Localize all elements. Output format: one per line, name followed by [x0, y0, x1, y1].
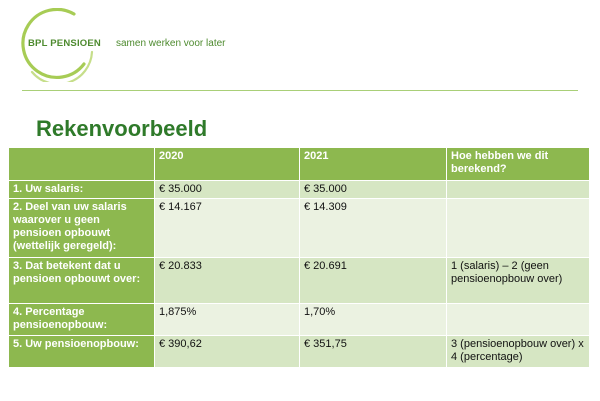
- value-2021: € 351,75: [300, 336, 447, 368]
- value-2020: 1,875%: [155, 304, 300, 336]
- header-cell-calculation: Hoe hebben we dit berekend?: [447, 148, 590, 181]
- calculation-note: [447, 181, 590, 199]
- row-label: 2. Deel van uw salaris waarover u geen pensioen opbouwt (wettelijk geregeld):: [9, 199, 155, 258]
- row-label: 4. Percentage pensioenopbouw:: [9, 304, 155, 336]
- row-label: 5. Uw pensioenopbouw:: [9, 336, 155, 368]
- value-2021: € 14.309: [300, 199, 447, 258]
- table-row: [9, 258, 590, 304]
- row-label: 1. Uw salaris:: [9, 181, 155, 199]
- calculation-note: [447, 199, 590, 258]
- value-2021: € 35.000: [300, 181, 447, 199]
- value-2020: € 35.000: [155, 181, 300, 199]
- value-2020: € 390,62: [155, 336, 300, 368]
- header-cell-2021: 2021: [300, 148, 447, 181]
- logo-text: BPL PENSIOEN: [28, 38, 101, 49]
- table-row: [9, 181, 590, 199]
- table-row: [9, 336, 590, 368]
- table-row: [9, 199, 590, 258]
- header-cell-label: [9, 148, 155, 181]
- value-2020: € 14.167: [155, 199, 300, 258]
- tagline: samen werken voor later: [116, 38, 226, 49]
- page-title: Rekenvoorbeeld: [36, 116, 208, 141]
- value-2020: € 20.833: [155, 258, 300, 304]
- calculation-table: [8, 147, 590, 368]
- calculation-note: [447, 304, 590, 336]
- header-divider: [22, 90, 578, 91]
- table-row: [9, 304, 590, 336]
- value-2021: € 20.691: [300, 258, 447, 304]
- calculation-note: 3 (pensioenopbouw over) x 4 (percentage): [447, 336, 590, 368]
- header-cell-2020: 2020: [155, 148, 300, 181]
- row-label: 3. Dat betekent dat u pensioen opbouwt over:: [9, 258, 155, 304]
- table-header-row: [9, 148, 590, 181]
- value-2021: 1,70%: [300, 304, 447, 336]
- bpl-logo: [12, 8, 104, 82]
- calculation-note: 1 (salaris) – 2 (geen pensioenopbouw over): [447, 258, 590, 304]
